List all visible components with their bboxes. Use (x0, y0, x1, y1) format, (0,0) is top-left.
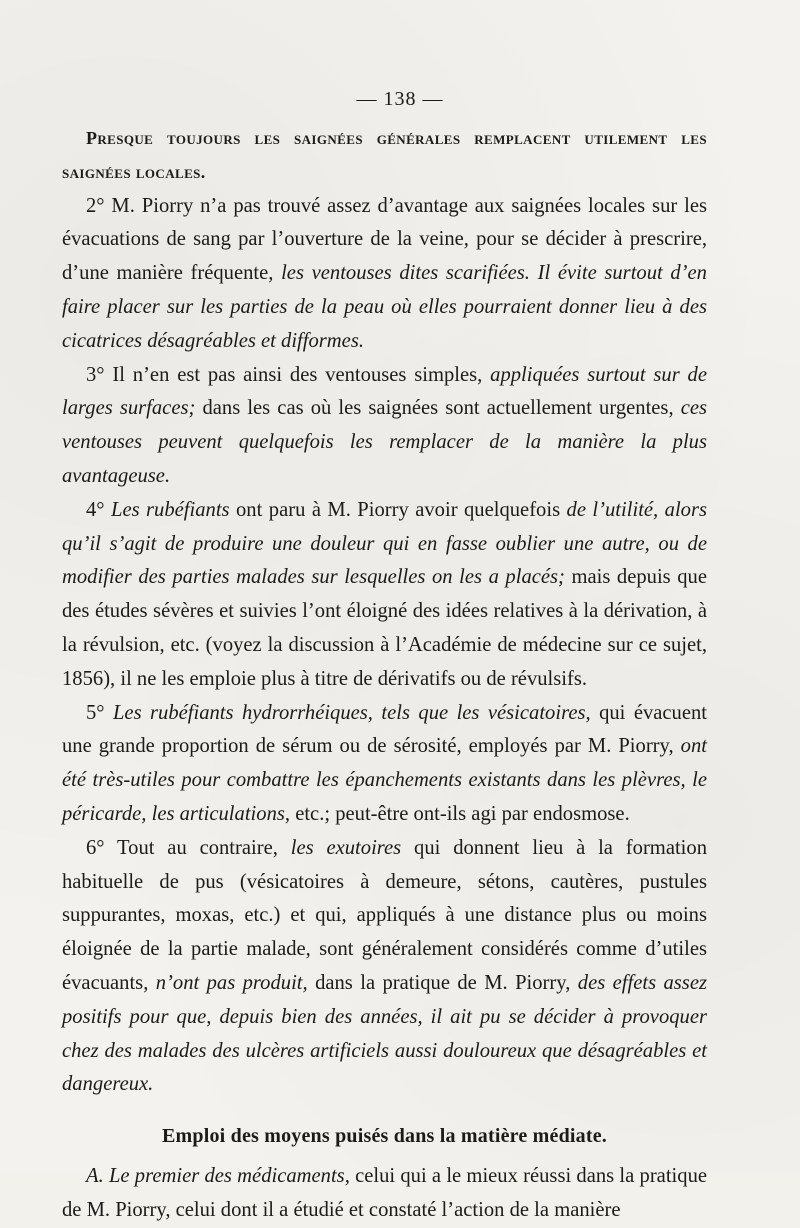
paragraph-6-italic-2: n’ont pas produit, (155, 971, 308, 994)
paragraph-6-text-3: dans la pratique de M. Piorry, (307, 971, 578, 994)
paragraph-6-italic-3: des effets assez positifs pour que, depuis bien des années, il ait pu se décider à provoquer chez des malades des ulcères artificiels aussi douloureux que désagréables et dangereux. (62, 971, 707, 1096)
body-text (62, 122, 707, 1228)
paragraph-4-italic-2: de l’utilité, alors qu’il s’agit de produire une douleur qui en fasse oublier une autre, ou de modifier des parties malades sur lesquelles on les a placés; (62, 498, 707, 589)
paragraph-lead (62, 122, 707, 190)
paragraph-6-text-1: 6° Tout au contraire, (86, 836, 291, 859)
paragraph-2-italic: les ventouses dites scarifiées. Il évite surtout d’en faire placer sur les parties de la peau où elles pourraient donner lieu à des cicatrices désagréables et difformes. (62, 262, 707, 352)
paragraph-7-text: celui qui a le mieux réussi dans la pratique de M. Piorry, celui dont il a étudié et constaté l’action de la manière (62, 1164, 708, 1221)
paragraph-3-text-2: dans les cas où les saignées sont actuellement urgentes, (195, 397, 681, 420)
paragraph-2-text: 2° M. Piorry n’a pas trouvé assez d’avantage aux saignées locales sur les évacuations de sang par l’ouverture de la veine, pour se décider à prescrire, d’une manière fréquente, (62, 194, 707, 285)
paragraph-5-text-2: , etc.; peut-être ont-ils agi par endosmose. (284, 802, 630, 825)
page-number: — 138 — (356, 88, 444, 110)
paragraph-4-italic-1: Les rubéfiants (110, 498, 230, 521)
paragraph-5 (62, 697, 707, 832)
lead-sentence: Presque toujours les saignées générales remplacent utilement les saignées locales. (62, 128, 707, 182)
paragraph-4-text-1: ont paru à M. Piorry avoir quelquefois (229, 498, 567, 521)
paragraph-4 (62, 494, 707, 697)
paragraph-3 (62, 359, 707, 494)
paragraph-2 (62, 190, 707, 359)
paragraph-7-italic: A. Le premier des médicaments, (86, 1164, 350, 1187)
paragraph-5-number: 5° (86, 701, 113, 724)
paragraph-4-text-2: mais depuis que des études sévères et suivies l’ont éloigné des idées relatives à la dérivation, à la révulsion, etc. (voyez la discussion à l’Académie de médecine sur ce sujet, 1856), il ne les emploie plus à titre de dérivatifs ou de révulsifs. (62, 566, 707, 690)
paragraph-7 (62, 1160, 707, 1228)
paragraph-6 (62, 832, 707, 1102)
paragraph-6-text-2: qui donnent lieu à la formation habituelle de pus (vésicatoires à demeure, sétons, cautères, pustules suppurantes, moxas, etc.) et qui, appliqués à une distance plus ou moins éloignée de la partie malade, sont généralement considérés comme d’utiles évacuants, (62, 836, 707, 994)
paragraph-5-italic-2: ont été très-utiles pour combattre les épanchements existants dans les plèvres, le péricarde, les articulations (62, 735, 707, 825)
paragraph-3-italic-1: appliquées surtout sur de larges surfaces; (62, 363, 707, 420)
paragraph-5-text-1: qui évacuent une grande proportion de sérum ou de sérosité, employés par M. Piorry, (62, 701, 707, 758)
paragraph-3-italic-2: ces ventouses peuvent quelquefois les remplacer de la manière la plus avantageuse. (62, 397, 707, 487)
paragraph-6-italic-1: les exutoires (290, 836, 402, 859)
paragraph-5-italic-1: Les rubéfiants hydrorrhéiques, tels que les vésicatoires, (112, 701, 591, 724)
section-heading: Emploi des moyens puisés dans la matière médiate. (162, 1125, 607, 1148)
paragraph-3-text-1: 3° Il n’en est pas ainsi des ventouses simples, (86, 363, 491, 386)
paragraph-4-number: 4° (86, 498, 111, 521)
